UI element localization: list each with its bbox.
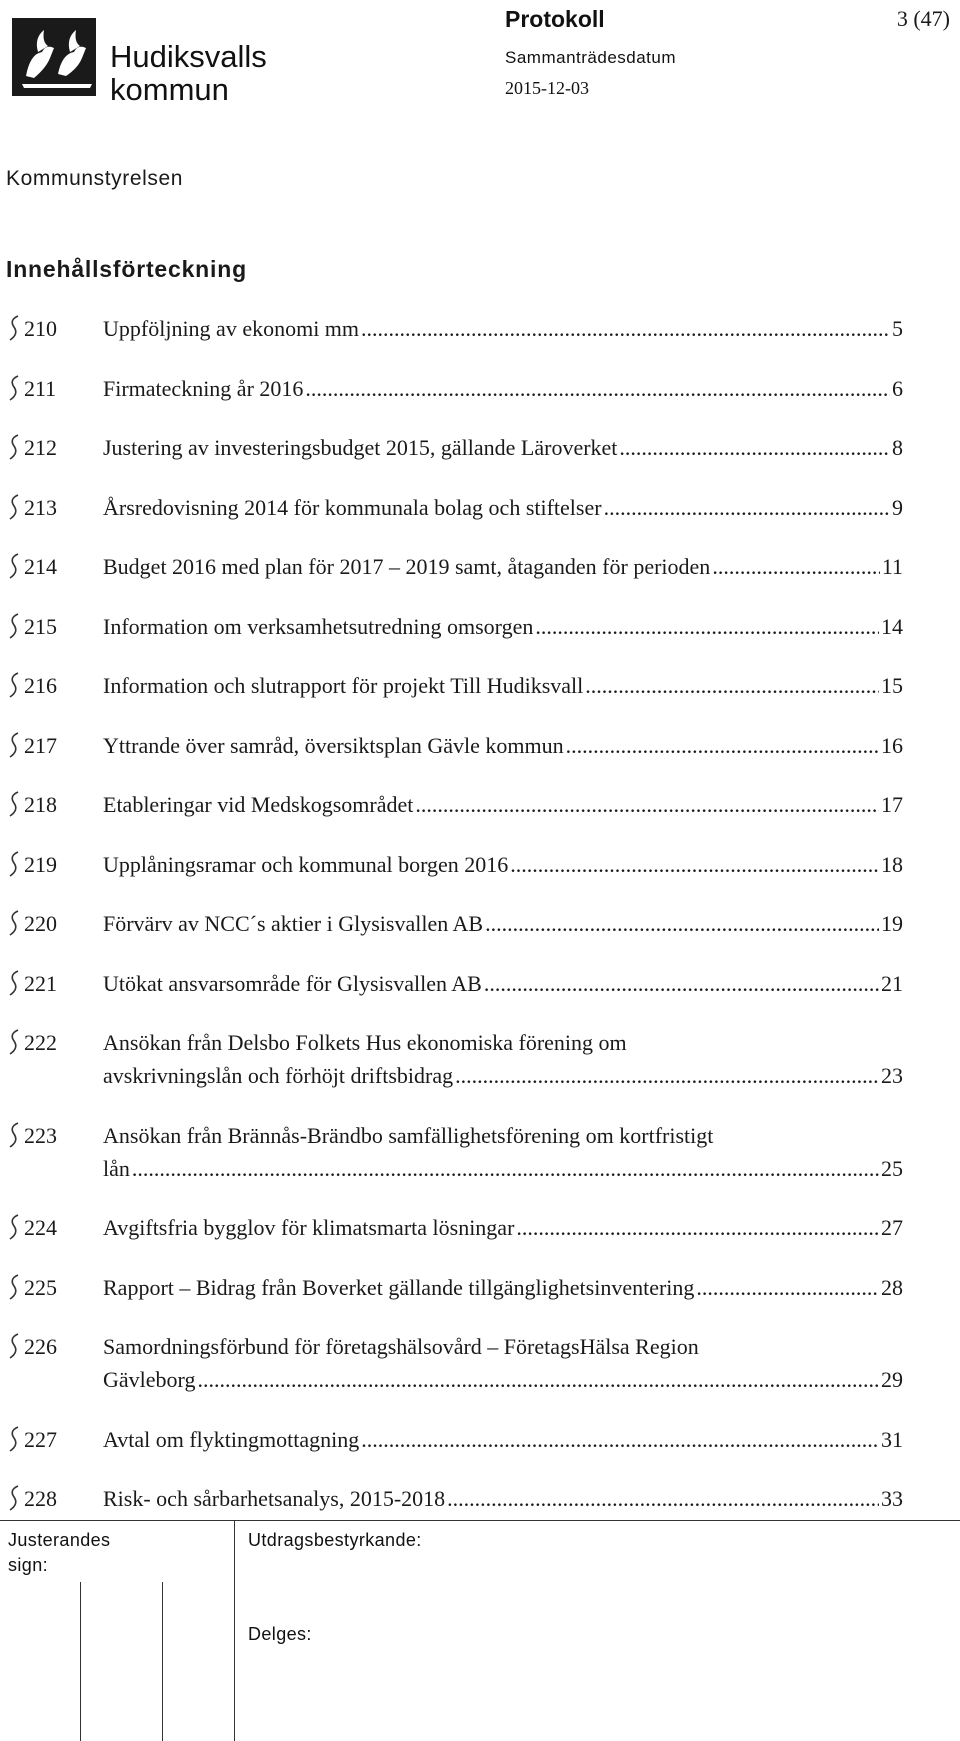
toc-heading: Innehållsförteckning bbox=[6, 256, 247, 282]
section-sign-icon bbox=[6, 1484, 22, 1512]
document-type: Protokoll bbox=[505, 6, 605, 32]
dot-leader bbox=[484, 967, 879, 1000]
toc-section-number: 214 bbox=[24, 554, 57, 579]
toc-section-number: 218 bbox=[24, 792, 57, 817]
dot-leader bbox=[585, 669, 879, 702]
toc-section-number: 213 bbox=[24, 494, 57, 520]
toc-page-number: 19 bbox=[881, 911, 903, 936]
section-sign-icon bbox=[6, 850, 22, 878]
toc-section-number: 223 bbox=[24, 1122, 57, 1148]
section-sign-icon bbox=[6, 909, 22, 937]
dot-leader bbox=[566, 729, 879, 762]
dot-leader bbox=[415, 788, 879, 821]
toc-section-number: 226 bbox=[24, 1334, 57, 1359]
dot-leader bbox=[604, 491, 890, 524]
toc-title-line: Etableringar vid Medskogsområdet bbox=[103, 792, 414, 817]
toc-title-line: Avgiftsfria bygglov för klimatsmarta lösningar bbox=[103, 1215, 515, 1240]
toc-page-number: 23 bbox=[881, 1063, 903, 1088]
toc-section-number: 219 bbox=[24, 851, 57, 877]
toc-page-number: 29 bbox=[881, 1367, 903, 1392]
toc-title-line: Yttrande över samråd, översiktsplan Gävle kommun bbox=[103, 732, 564, 758]
toc-page-number: 18 bbox=[881, 851, 903, 877]
section-sign-icon bbox=[6, 1028, 22, 1056]
section-sign-icon bbox=[6, 1332, 22, 1360]
toc-title-line: Gävleborg bbox=[103, 1367, 196, 1392]
dot-leader bbox=[696, 1271, 879, 1304]
toc-title-line: Samordningsförbund för företagshälsovård – FöretagsHälsa Region bbox=[103, 1334, 699, 1359]
toc-title-line: Risk- och sårbarhetsanalys, 2015-2018 bbox=[103, 1486, 446, 1511]
toc-section-number: 227 bbox=[24, 1426, 57, 1452]
toc-title-line: lån bbox=[103, 1155, 130, 1181]
section-sign-icon bbox=[6, 1425, 22, 1453]
toc-title-line: Ansökan från Brännås-Brändbo samfällighetsförening om kortfristigt bbox=[103, 1122, 714, 1148]
toc-section-number: 212 bbox=[24, 435, 57, 460]
toc-title-line: avskrivningslån och förhöjt driftsbidrag bbox=[103, 1063, 454, 1088]
toc-title-line: Rapport – Bidrag från Boverket gällande tillgänglighetsinventering bbox=[103, 1274, 695, 1300]
meeting-date: 2015-12-03 bbox=[505, 78, 589, 98]
toc-page-number: 27 bbox=[881, 1215, 903, 1240]
toc-section-number: 228 bbox=[24, 1486, 57, 1511]
toc-section-number: 222 bbox=[24, 1030, 57, 1055]
delges-label: Delges: bbox=[248, 1624, 312, 1644]
toc-page-number: 16 bbox=[881, 732, 903, 758]
page-number: 3 (47) bbox=[896, 6, 950, 31]
toc-section-number: 215 bbox=[24, 613, 57, 639]
toc-page-number: 8 bbox=[892, 435, 903, 460]
section-sign-icon bbox=[6, 790, 22, 818]
toc-title-line: Uppföljning av ekonomi mm bbox=[103, 316, 360, 341]
dot-leader bbox=[712, 550, 880, 583]
dot-leader bbox=[361, 1423, 879, 1456]
dot-leader bbox=[132, 1152, 879, 1185]
toc-title-line: Justering av investeringsbudget 2015, gällande Läroverket bbox=[103, 435, 618, 460]
toc-section-number: 211 bbox=[24, 375, 57, 401]
toc-page-number: 28 bbox=[881, 1274, 903, 1300]
section-sign-icon bbox=[6, 433, 22, 461]
section-sign-icon bbox=[6, 1213, 22, 1241]
toc-page-number: 15 bbox=[881, 673, 903, 698]
goat-emblem-icon bbox=[12, 18, 102, 98]
dot-leader bbox=[305, 372, 890, 405]
logo-line-2: kommun bbox=[110, 72, 229, 107]
toc-title-line: Årsredovisning 2014 för kommunala bolag och stiftelser bbox=[103, 494, 602, 520]
dot-leader bbox=[510, 848, 879, 881]
toc-section-number: 224 bbox=[24, 1215, 57, 1240]
dot-leader bbox=[516, 1211, 879, 1244]
section-sign-icon bbox=[6, 1121, 22, 1149]
toc-page-number: 5 bbox=[892, 316, 903, 341]
section-sign-icon bbox=[6, 374, 22, 402]
signature-divider-1 bbox=[80, 1582, 81, 1741]
section-sign-icon bbox=[6, 1273, 22, 1301]
toc-title-line: Upplåningsramar och kommunal borgen 2016 bbox=[103, 851, 509, 877]
dot-leader bbox=[361, 312, 890, 345]
dot-leader bbox=[197, 1363, 879, 1396]
signature-divider-2 bbox=[162, 1582, 163, 1741]
toc-title-line: Förvärv av NCC´s aktier i Glysisvallen AB bbox=[103, 911, 484, 936]
footer-divider bbox=[0, 1520, 960, 1521]
toc-section-number: 220 bbox=[24, 911, 57, 936]
toc-title-line: Ansökan från Delsbo Folkets Hus ekonomiska förening om bbox=[103, 1030, 627, 1055]
dot-leader bbox=[447, 1482, 879, 1515]
organization-name: Kommunstyrelsen bbox=[6, 167, 184, 190]
utdragsbestyrkande-label: Utdragsbestyrkande: bbox=[248, 1530, 422, 1550]
dot-leader bbox=[485, 907, 879, 940]
toc-page-number: 33 bbox=[881, 1486, 903, 1511]
footer-column-divider bbox=[234, 1520, 235, 1741]
dot-leader bbox=[535, 610, 879, 643]
toc-page-number: 21 bbox=[881, 970, 903, 996]
toc-page-number: 6 bbox=[892, 375, 903, 401]
section-sign-icon bbox=[6, 552, 22, 580]
toc-section-number: 217 bbox=[24, 732, 57, 758]
section-sign-icon bbox=[6, 969, 22, 997]
toc-section-number: 216 bbox=[24, 673, 57, 698]
dot-leader bbox=[455, 1059, 879, 1092]
toc-page-number: 9 bbox=[892, 494, 903, 520]
section-sign-icon bbox=[6, 314, 22, 342]
dot-leader bbox=[619, 431, 890, 464]
toc-section-number: 210 bbox=[24, 316, 57, 341]
toc-title-line: Information och slutrapport för projekt Till Hudiksvall bbox=[103, 673, 584, 698]
toc-title-line: Firmateckning år 2016 bbox=[103, 375, 304, 401]
justerandes-label: Justerandes bbox=[8, 1530, 111, 1550]
logo-line-1: Hudiksvalls bbox=[110, 39, 267, 74]
toc-page-number: 17 bbox=[881, 792, 903, 817]
section-sign-icon bbox=[6, 731, 22, 759]
hudiksvall-logo bbox=[12, 18, 267, 107]
section-sign-icon bbox=[6, 671, 22, 699]
toc-page-number: 25 bbox=[881, 1155, 903, 1181]
toc-section-number: 221 bbox=[24, 970, 57, 996]
section-sign-icon bbox=[6, 493, 22, 521]
toc-title-line: Avtal om flyktingmottagning bbox=[103, 1426, 360, 1452]
toc-title-line: Utökat ansvarsområde för Glysisvallen AB bbox=[103, 970, 482, 996]
sign-label: sign: bbox=[8, 1555, 49, 1575]
section-sign-icon bbox=[6, 612, 22, 640]
meeting-date-label: Sammanträdesdatum bbox=[505, 48, 677, 67]
toc-title-line: Information om verksamhetsutredning omsorgen bbox=[103, 613, 534, 639]
toc-page-number: 11 bbox=[881, 554, 903, 579]
toc-section-number: 225 bbox=[24, 1274, 57, 1300]
toc-title-line: Budget 2016 med plan för 2017 – 2019 samt, åtaganden för perioden bbox=[103, 554, 711, 579]
toc-page-number: 31 bbox=[881, 1426, 903, 1452]
toc-page-number: 14 bbox=[881, 613, 903, 639]
